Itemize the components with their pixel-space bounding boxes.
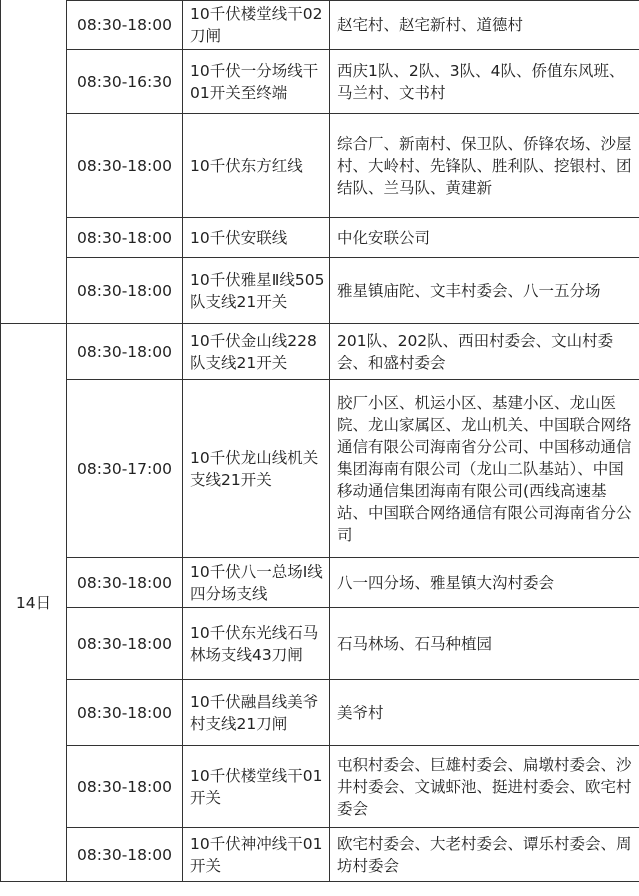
area-cell: 胶厂小区、机运小区、基建小区、龙山医院、龙山家属区、龙山机关、中国联合网络通信有限公司海南省分公司、中国移动通信集团海南有限公司（龙山二队基站）、中国移动通信集团海南有限公司(西线高速基站、中国联合网络通信有限公司海南省分公司 xyxy=(330,380,639,558)
table-row xyxy=(1,828,639,882)
line-cell: 10千伏楼堂线干01开关 xyxy=(183,746,330,828)
time-cell: 08:30-18:00 xyxy=(67,746,183,828)
line-cell: 10千伏安联线 xyxy=(183,218,330,258)
area-cell: 八一四分场、雅星镇大沟村委会 xyxy=(330,558,639,608)
line-cell: 10千伏金山线228队支线21开关 xyxy=(183,324,330,380)
time-cell: 08:30-18:00 xyxy=(67,114,183,218)
line-cell: 10千伏楼堂线干02刀闸 xyxy=(183,1,330,50)
time-cell: 08:30-16:30 xyxy=(67,50,183,114)
time-cell: 08:30-18:00 xyxy=(67,324,183,380)
line-cell: 10千伏雅星Ⅱ线505队支线21开关 xyxy=(183,258,330,324)
time-cell: 08:30-18:00 xyxy=(67,218,183,258)
table-row xyxy=(1,218,639,258)
time-cell: 08:30-18:00 xyxy=(67,828,183,882)
time-cell: 08:30-18:00 xyxy=(67,558,183,608)
day-cell-previous xyxy=(1,0,67,324)
area-cell: 屯积村委会、巨雄村委会、扁墩村委会、沙井村委会、文诚虾池、挺进村委会、欧宅村委会 xyxy=(330,746,639,828)
line-cell: 10千伏东光线石马林场支线43刀闸 xyxy=(183,608,330,680)
area-cell: 中化安联公司 xyxy=(330,218,639,258)
time-cell: 08:30-18:00 xyxy=(67,608,183,680)
table-row xyxy=(1,324,639,380)
area-cell: 美爷村 xyxy=(330,680,639,746)
table-row xyxy=(1,380,639,558)
area-cell: 201队、202队、西田村委会、文山村委会、和盛村委会 xyxy=(330,324,639,380)
table-row xyxy=(1,114,639,218)
table-row xyxy=(1,258,639,324)
time-cell: 08:30-18:00 xyxy=(67,680,183,746)
table-row xyxy=(1,746,639,828)
line-cell: 10千伏一分场线干01开关至终端 xyxy=(183,50,330,114)
table-row xyxy=(1,608,639,680)
table-row xyxy=(1,558,639,608)
area-cell: 赵宅村、赵宅新村、道德村 xyxy=(330,1,639,50)
area-cell: 综合厂、新南村、保卫队、侨锋农场、沙屋村、大岭村、先锋队、胜利队、挖银村、团结队、兰马队、黄建新 xyxy=(330,114,639,218)
time-cell: 08:30-17:00 xyxy=(67,380,183,558)
area-cell: 欧宅村委会、大老村委会、谭乐村委会、周坊村委会 xyxy=(330,828,639,882)
line-cell: 10千伏龙山线机关支线21开关 xyxy=(183,380,330,558)
line-cell: 10千伏东方红线 xyxy=(183,114,330,218)
time-cell: 08:30-18:00 xyxy=(67,1,183,50)
table-row xyxy=(1,1,639,50)
table-row xyxy=(1,680,639,746)
line-cell: 10千伏八一总场Ⅰ线四分场支线 xyxy=(183,558,330,608)
line-cell: 10千伏融昌线美爷村支线21刀闸 xyxy=(183,680,330,746)
time-cell: 08:30-18:00 xyxy=(67,258,183,324)
area-cell: 石马林场、石马种植园 xyxy=(330,608,639,680)
line-cell: 10千伏神冲线干01开关 xyxy=(183,828,330,882)
area-cell: 西庆1队、2队、3队、4队、侨值东风班、马兰村、文书村 xyxy=(330,50,639,114)
day-cell-14: 14日 xyxy=(1,324,67,882)
table-row xyxy=(1,50,639,114)
area-cell: 雅星镇庙陀、文丰村委会、八一五分场 xyxy=(330,258,639,324)
